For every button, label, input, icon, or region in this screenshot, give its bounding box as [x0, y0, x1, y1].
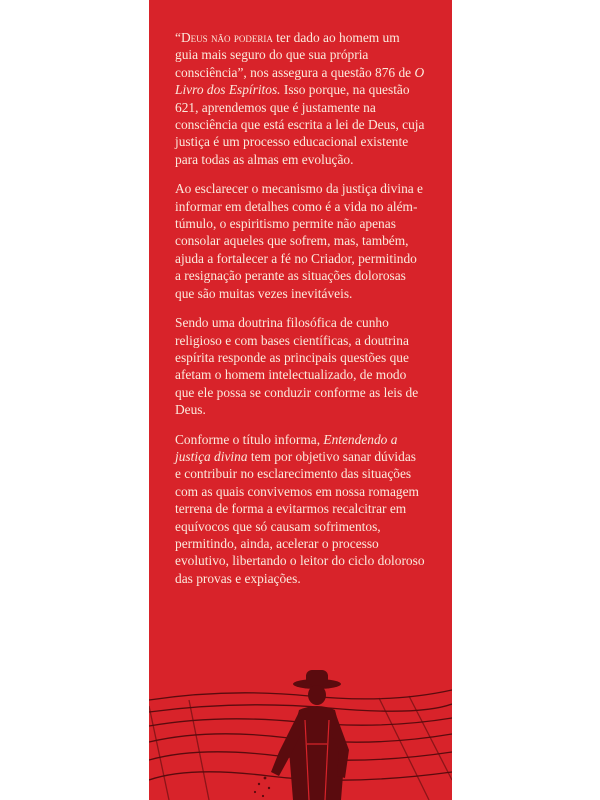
- paragraph-4-text-b: tem por objetivo sanar dúvidas e contribuir no esclarecimento das situações com as quais convivemos em nossa romagem terrena de forma a evitarmos recalcitrar em equívocos que só causam sofrimentos, permitindo, ainda, acelerar o processo evolutivo, libertando o leitor do ciclo doloroso das provas e expiações.: [175, 448, 425, 586]
- hat-crown: [306, 670, 328, 685]
- paragraph-4: [175, 431, 425, 588]
- paragraph-4-text-a: Conforme o título informa,: [175, 431, 324, 447]
- opening-quote-mark: “: [175, 30, 181, 45]
- farmer-sowing-field-illustration: [149, 660, 452, 800]
- paragraph-3: Sendo uma doutrina filosófica de cunho religioso e com bases científicas, a doutrina espírita responde as principais questões que afetam o homem intelectualizado, de modo que ele possa se conduzir conforme as leis de Deus.: [175, 315, 419, 418]
- paragraph-1-text-b: Isso porque, na questão 621, aprendemos que é justamente na consciência que está escrita a lei de Deus, cuja justiça é um processo educacional existente para todas as almas em evolução.: [175, 82, 425, 167]
- head: [308, 685, 326, 705]
- paragraph-1: [175, 29, 425, 168]
- farmer-figure: [271, 670, 349, 800]
- book-title-reference: O Livro dos Espíritos.: [175, 64, 425, 98]
- paragraph-2: Ao esclarecer o mecanismo da justiça divina e informar em detalhes como é a vida no além-túmulo, o espiritismo permite não apenas consolar aqueles que sofrem, mas, também, ajuda a fortalecer a fé no Criador, permitindo a resignação perante as situações dolorosas que são muitas vezes inevitáveis.: [175, 181, 423, 301]
- synopsis-text: [175, 29, 425, 599]
- paragraph-1-text-a: ter dado ao homem um guia mais seguro do que sua própria consciência”, nos assegura a questão 876 de: [175, 30, 415, 80]
- scattered-seeds: [254, 777, 270, 798]
- opening-smallcaps-phrase: Deus não poderia: [180, 30, 273, 45]
- back-cover-panel: [149, 0, 452, 800]
- book-title: Entendendo a justiça divina: [175, 431, 398, 464]
